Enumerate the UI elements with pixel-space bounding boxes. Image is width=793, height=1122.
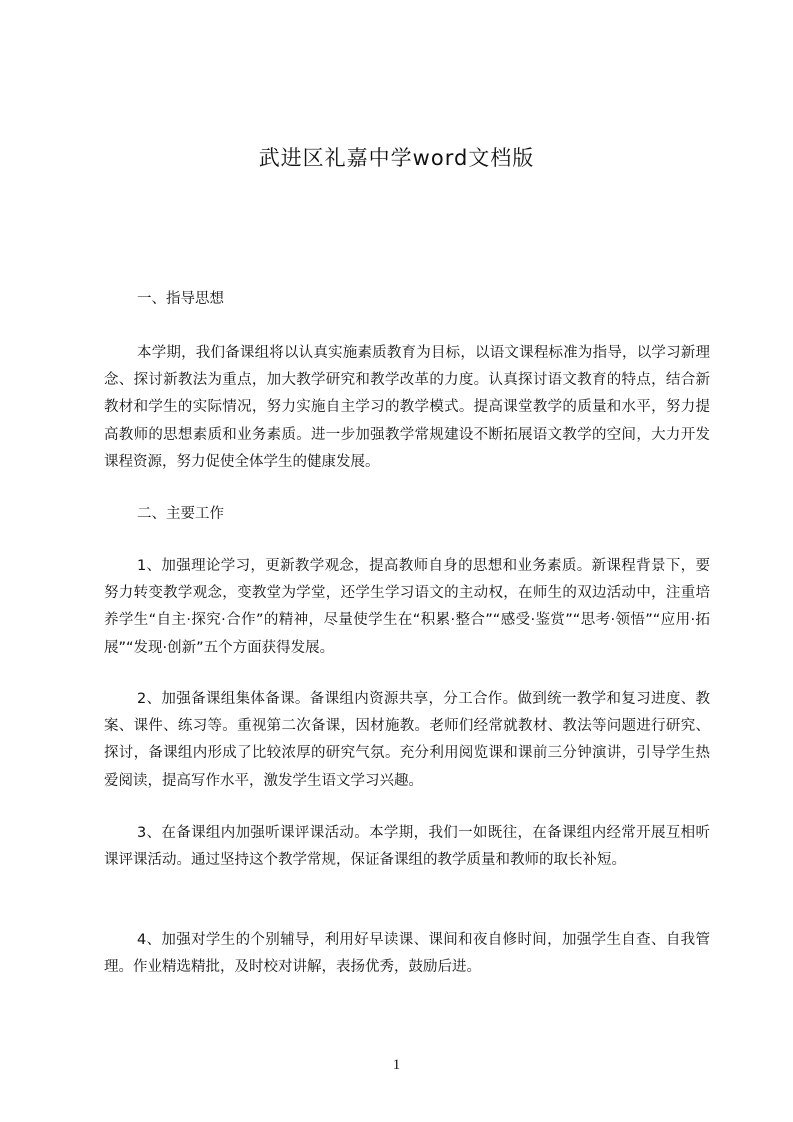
section-heading-guiding-ideology: 一、指导思想 [137, 291, 224, 307]
paragraph-work-item-4: 4、加强对学生的个别辅导，利用好早读课、课间和夜自修时间，加强学生自查、自我管理。作业精选精批，及时校对讲解，表扬优秀，鼓励后进。 [104, 932, 710, 976]
paragraph-work-item-3: 3、在备课组内加强听课评课活动。本学期，我们一如既往，在备课组内经常开展互相听课评课活动。通过坚持这个教学常规，保证备课组的教学质量和教师的取长补短。 [104, 825, 710, 869]
document-title: 武进区礼嘉中学word文档版 [258, 146, 535, 170]
section-heading-main-work: 二、主要工作 [137, 506, 224, 522]
paragraph-guiding-ideology: 本学期，我们备课组将以认真实施素质教育为目标，以语文课程标准为指导，以学习新理念、探讨新教法为重点，加大教学研究和教学改革的力度。认真探讨语文教育的特点，结合新教材和学生的实际情况，努力实施自主学习的教学模式。提高课堂教学的质量和水平，努力提高教师的思想素质和业务素质。进一步加强教学常规建设不断拓展语文教学的空间，大力开发课程资源，努力促使全体学生的健康发展。 [104, 345, 710, 470]
paragraph-work-item-1: 1、加强理论学习，更新教学观念，提高教师自身的思想和业务素质。新课程背景下，要努力转变教学观念，变教堂为学堂，还学生学习语文的主动权，在师生的双边活动中，注重培养学生“自主·探究·合作”的精神，尽量使学生在“积累·整合”“感受·鉴赏”“思考·领悟”“应用·拓展”“发现·创新”五个方面获得发展。 [104, 558, 710, 656]
paragraph-work-item-2: 2、加强备课组集体备课。备课组内资源共享，分工合作。做到统一教学和复习进度、教案、课件、练习等。重视第二次备课，因材施教。老师们经常就教材、教法等问题进行研究、探讨，备课组内形成了比较浓厚的研究气氛。充分利用阅览课和课前三分钟演讲，引导学生热爱阅读，提高写作水平，激发学生语文学习兴趣。 [104, 691, 710, 789]
page-number: 1 [392, 1057, 401, 1073]
